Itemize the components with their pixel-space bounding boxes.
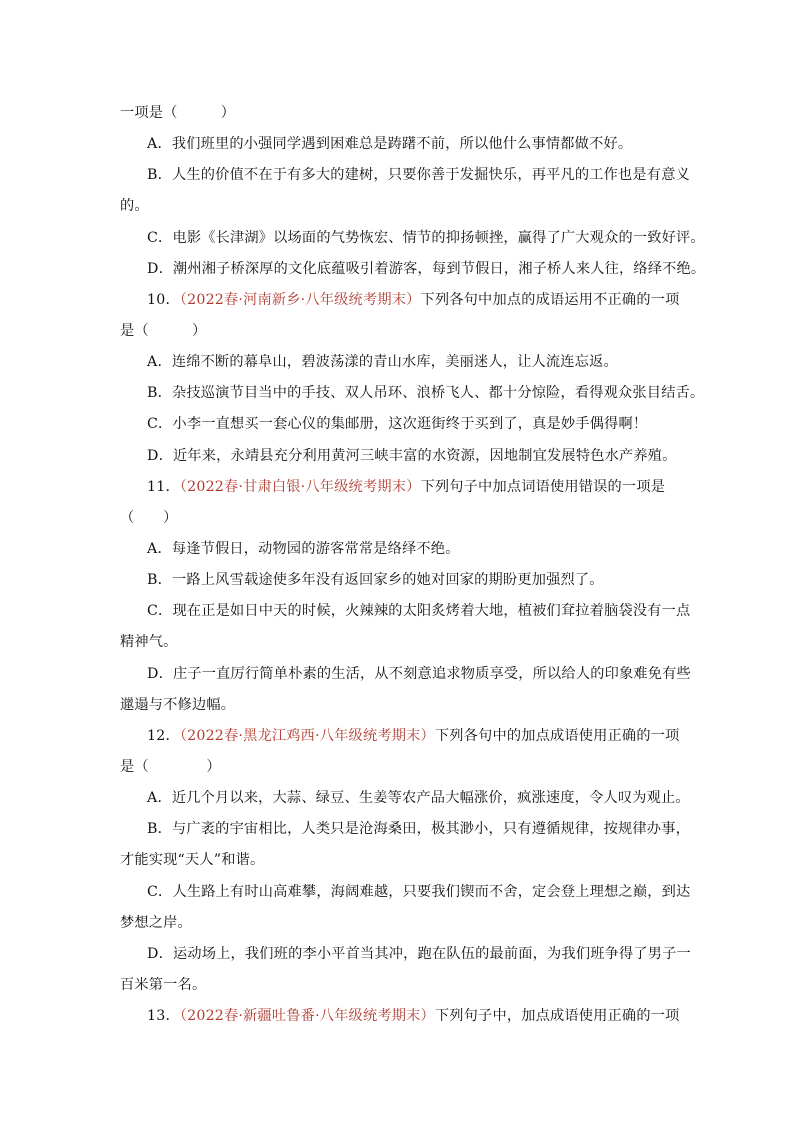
option-b: B．人生的价值不在于有多大的建树，只要你善于发掘快乐，再平凡的工作也是有意义 <box>147 167 690 183</box>
question-number: 11． <box>147 479 180 495</box>
question-source: （2022春·河南新乡·八年级统考期末） <box>179 292 421 308</box>
option-c: C．现在正是如日中天的时候，火辣辣的太阳炙烤着大地，植被们耷拉着脑袋没有一点 <box>147 603 691 619</box>
text-line: 梦想之岸。 <box>120 915 192 931</box>
option-c: C．人生路上有时山高难攀，海阔难越，只要我们锲而不舍，定会登上理想之巅，到达 <box>147 884 691 900</box>
option-d: D．潮州湘子桥深厚的文化底蕴吸引着游客，每到节假日，湘子桥人来人往，络绎不绝。 <box>147 261 706 277</box>
question-source: （2022春·新疆吐鲁番·八年级统考期末） <box>179 1008 435 1024</box>
text-line: 的。 <box>120 198 149 214</box>
text-line: 精神气。 <box>120 634 178 650</box>
text-line: 一项是（ ） <box>120 105 236 121</box>
option-a: A．连绵不断的幕阜山，碧波荡漾的青山水库，美丽迷人，让人流连忘返。 <box>147 354 618 370</box>
question-source: （2022春·甘肃白银·八年级统考期末） <box>179 479 421 495</box>
question-11-header <box>147 477 680 497</box>
option-b: B．杂技巡演节目当中的手技、双人吊环、浪桥飞人、都十分惊险，看得观众张目结舌。 <box>147 385 705 401</box>
text-line: 邋遢与不修边幅。 <box>120 697 236 713</box>
question-text: 下列各句中的加点成语使用正确的一项 <box>434 728 680 744</box>
option-d: D．庄子一直厉行简单朴素的生活，从不刻意追求物质享受，所以给人的印象难免有些 <box>147 666 691 682</box>
question-text: 下列句子中加点词语使用错误的一项是 <box>420 479 666 495</box>
question-number: 10． <box>147 292 180 308</box>
option-a: A．近几个月以来，大蒜、绿豆、生姜等农产品大幅涨价，疯涨速度，令人叹为观止。 <box>147 790 690 806</box>
question-13-header <box>147 1006 680 1026</box>
option-b: B．一路上风雪载途使多年没有返回家乡的她对回家的期盼更加强烈了。 <box>147 572 604 588</box>
option-d: D．近年来，永靖县充分利用黄河三峡丰富的水资源，因地制宜发展特色水产养殖。 <box>147 448 677 464</box>
text-line: 是（ ） <box>120 323 207 339</box>
option-b: B．与广袤的宇宙相比，人类只是沧海桑田，极其渺小，只有遵循规律，按规律办事， <box>147 821 690 837</box>
option-a: A．我们班里的小强同学遇到困难总是踌躇不前，所以他什么事情都做不好。 <box>147 136 633 152</box>
option-c: C．电影《长津湖》以场面的气势恢宏、情节的抑扬顿挫，赢得了广大观众的一致好评。 <box>147 230 705 246</box>
text-line: （ ） <box>120 510 178 526</box>
question-12-header <box>147 726 680 746</box>
text-line: 才能实现“天人”和谐。 <box>120 852 265 868</box>
option-c: C．小李一直想买一套心仪的集邮册，这次逛街终于买到了，真是妙手偶得啊！ <box>147 416 648 432</box>
text-line: 百米第一名。 <box>120 977 207 993</box>
question-number: 12． <box>147 728 180 744</box>
question-text: 下列句子中，加点成语使用正确的一项 <box>434 1008 680 1024</box>
question-10-header <box>147 290 680 310</box>
question-text: 下列各句中加点的成语运用不正确的一项 <box>420 292 680 308</box>
question-number: 13． <box>147 1008 180 1024</box>
option-a: A．每逢节假日，动物园的游客常常是络绎不绝。 <box>147 541 460 557</box>
text-line: 是（ ） <box>120 759 221 775</box>
option-d: D．运动场上，我们班的李小平首当其冲，跑在队伍的最前面，为我们班争得了男子一 <box>147 946 691 962</box>
question-source: （2022春·黑龙江鸡西·八年级统考期末） <box>179 728 435 744</box>
